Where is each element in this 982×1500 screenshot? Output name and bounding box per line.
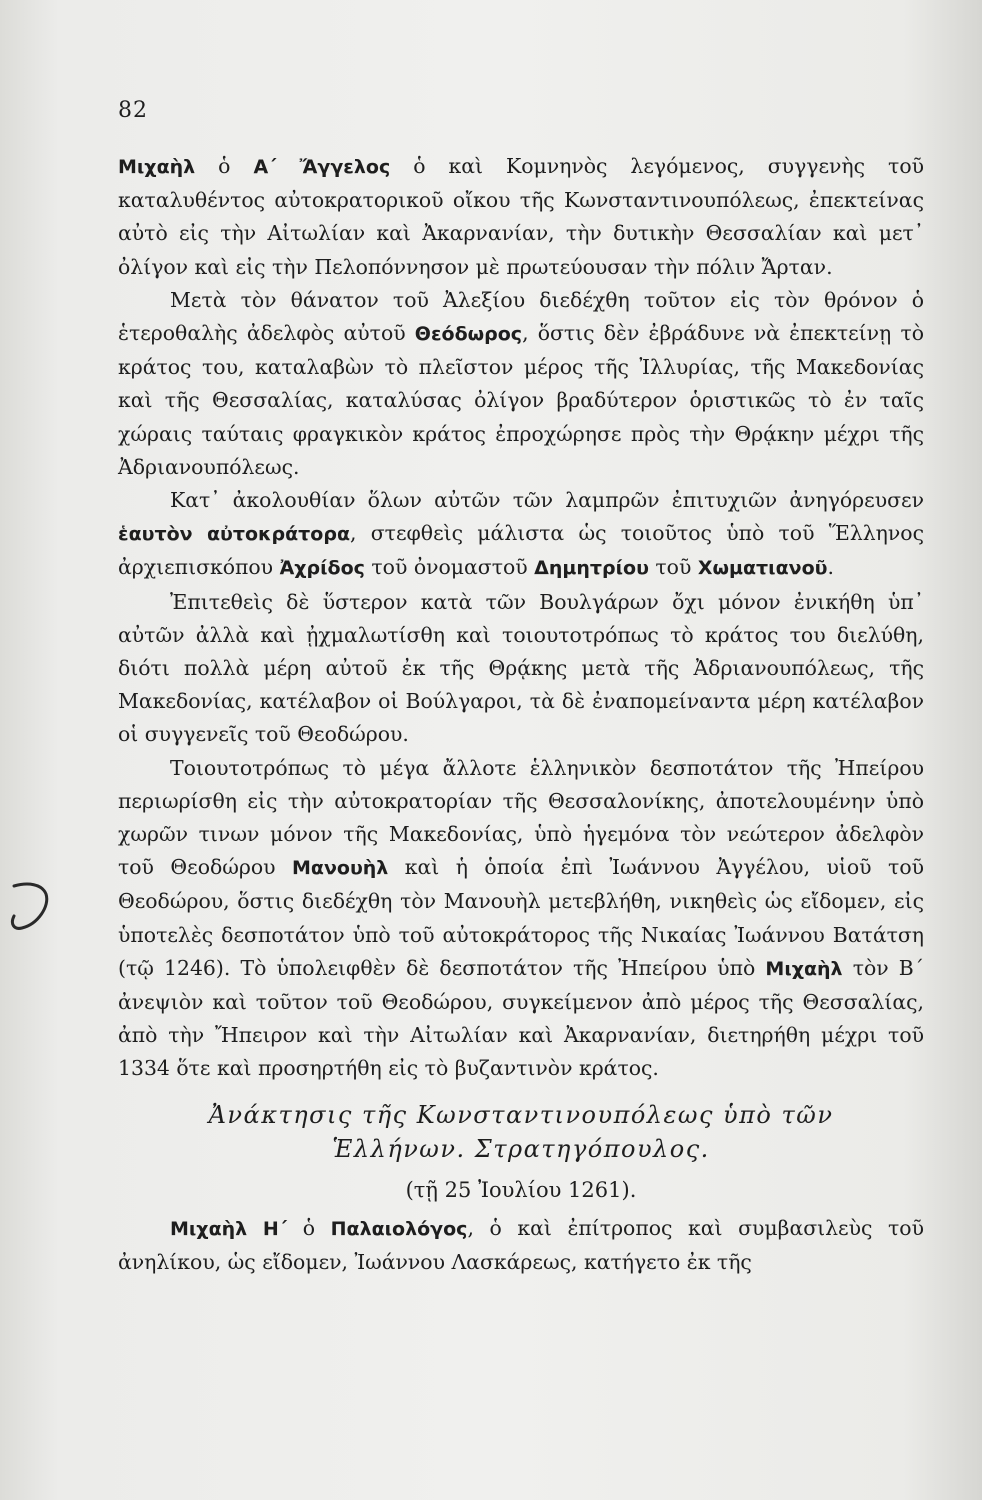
paragraph-text: Τοιουτοτρόπως τὸ μέγα ἄλλοτε ἑλληνικὸν δεσποτάτον τῆς Ἠπείρου περιωρίσθη εἰς τὴν αὐτοκρατορίαν τῆς Θεσσαλονίκης, ἀποτελουμένην ὑπὸ χωρῶν τινων μόνον τῆς Μακεδονίας, ὑπὸ ἡγεμόνα τὸν νεώτερον ἀδελφὸν τοῦ Θεοδώρου bbox=[118, 755, 924, 880]
bold-name-text: Θεόδωρος bbox=[414, 323, 523, 346]
page-number: 82 bbox=[118, 98, 148, 123]
section-heading-line-1: Ἀνάκτησις τῆς Κωνσταντινουπόλεως ὑπὸ τῶν bbox=[208, 1100, 834, 1129]
paragraph-text: Κατ᾽ ἀκολουθίαν ὅλων αὐτῶν τῶν λαμπρῶν ἐπιτυχιῶν ἀνηγόρευσεν bbox=[170, 488, 924, 513]
handwritten-margin-mark bbox=[8, 880, 52, 934]
paragraph-text: ὁ bbox=[195, 154, 254, 178]
bold-name-text: Μιχαὴλ Η΄ bbox=[170, 1217, 288, 1240]
paragraph-text: ὁ bbox=[287, 1215, 331, 1240]
paragraph-text: τοῦ bbox=[648, 555, 698, 580]
section-heading bbox=[118, 1098, 924, 1166]
paragraph-text: Μετὰ τὸν θάνατον τοῦ Ἀλεξίου διεδέχθη τοῦτον εἰς τὸν θρόνον ὁ ἑτεροθαλὴς ἀδελφὸς αὐτοῦ bbox=[118, 287, 924, 346]
paragraph-text: , στεφθεὶς μάλιστα ὡς τοιοῦτος ὑπὸ τοῦ Ἕλληνος ἀρχιεπισκόπου bbox=[118, 521, 924, 580]
paragraph-text: , ὁ καὶ ἐπίτροπος καὶ συμβασιλεὺς τοῦ ἀνηλίκου, ὡς εἴδομεν, Ἰωάννου Λασκάρεως, κατήγετο ἐκ τῆς bbox=[118, 1215, 924, 1274]
section-heading-line-2: Ἑλλήνων. Στρατηγόπουλος. bbox=[332, 1134, 710, 1163]
bold-name-text: Α΄ Ἄγγελος bbox=[253, 156, 391, 178]
paragraph bbox=[118, 484, 924, 586]
section-date: (τῇ 25 Ἰουλίου 1261). bbox=[405, 1177, 637, 1202]
bold-name-text: ἑαυτὸν αὐτοκράτορα bbox=[118, 523, 351, 546]
bold-name-text: Μιχαὴλ bbox=[118, 156, 196, 178]
paragraph bbox=[118, 752, 924, 1086]
paragraph-text: καὶ ἡ ὁποία ἐπὶ Ἰωάννου Ἀγγέλου, υἱοῦ τοῦ Θεοδώρου, ὅστις διεδέχθη τὸν Μανουὴλ μετεβλήθη, νικηθεὶς ὡς εἴδομεν, εἰς ὑποτελὲς δεσποτάτον ὑπὸ τοῦ αὐτοκράτορος τῆς Νικαίας Ἰωάννου Βατάτση (τῷ 1246). Τὸ ὑπολειφθὲν δὲ δεσποτάτον τῆς Ἠπείρου ὑπὸ bbox=[118, 855, 924, 980]
body-text bbox=[118, 150, 924, 1279]
paragraph-text: τοῦ ὀνομαστοῦ bbox=[364, 555, 535, 580]
bold-name-text: Παλαιολόγος bbox=[330, 1217, 468, 1240]
paragraph bbox=[118, 284, 924, 484]
bold-name-text: Μανουὴλ bbox=[291, 857, 389, 880]
bold-name-text: Δημητρίου bbox=[534, 557, 649, 580]
final-paragraph bbox=[118, 1212, 924, 1279]
paragraph-text: ὁ καὶ Κομνηνὸς λεγόμενος, συγγενὴς τοῦ καταλυθέντος αὐτοκρατορικοῦ οἴκου τῆς Κωνσταντινουπόλεως, ἐπεκτείνας αὐτὸ εἰς τὴν Αἰτωλίαν καὶ Ἀκαρνανίαν, τὴν δυτικὴν Θεσσαλίαν καὶ μετ᾽ ὀλίγον καὶ εἰς τὴν Πελοπόννησον μὲ πρωτεύουσαν τὴν πόλιν Ἄρταν. bbox=[118, 154, 924, 279]
bold-name-text: Μιχαὴλ bbox=[765, 957, 843, 980]
paragraph-text: . bbox=[827, 555, 834, 580]
paragraph-text: τὸν Β΄ ἀνεψιὸν καὶ τοῦτον τοῦ Θεοδώρου, συγκείμενον ἀπὸ μέρος τῆς Θεσσαλίας, ἀπὸ τὴν Ἤπειρον καὶ τὴν Αἰτωλίαν καὶ Ἀκαρνανίαν, διετηρήθη μέχρι τοῦ 1334 ὅτε καὶ προσηρτήθη εἰς τὸ βυζαντινὸν κράτος. bbox=[118, 955, 924, 1081]
bold-name-text: Χωματιανοῦ bbox=[697, 557, 828, 580]
paragraph-text: Ἐπιτεθεὶς δὲ ὕστερον κατὰ τῶν Βουλγάρων ὄχι μόνον ἐνικήθη ὑπ᾽ αὐτῶν ἀλλὰ καὶ ᾐχμαλωτίσθη καὶ τοιουτοτρόπως τὸ κράτος του διελύθη, διότι πολλὰ μέρη αὐτοῦ ἐκ τῆς Θρᾴκης μετὰ τῆς Ἀδριανουπόλεως, τῆς Μακεδονίας, κατέλαβον οἱ Βούλγαροι, τὰ δὲ ἐναπομείναντα μέρη κατέλαβον οἱ συγγενεῖς τοῦ Θεοδώρου. bbox=[118, 589, 924, 747]
paragraph-text: , ὅστις δὲν ἐβράδυνε νὰ ἐπεκτείνῃ τὸ κράτος του, καταλαβὼν τὸ πλεῖστον μέρος τῆς Ἰλλυρίας, τῆς Μακεδονίας καὶ τῆς Θεσσαλίας, καταλύσας ὀλίγον βραδύτερον ὁριστικῶς τὸ ἐν ταῖς χώραις ταύταις φραγκικὸν κράτος ἐπροχώρησε πρὸς τὴν Θρᾴκην μέχρι τῆς Ἀδριανουπόλεως. bbox=[118, 321, 924, 479]
paragraph bbox=[118, 150, 924, 284]
paragraph-list bbox=[118, 150, 924, 1086]
bold-name-text: Ἀχρίδος bbox=[279, 557, 365, 580]
paragraph bbox=[118, 586, 924, 752]
